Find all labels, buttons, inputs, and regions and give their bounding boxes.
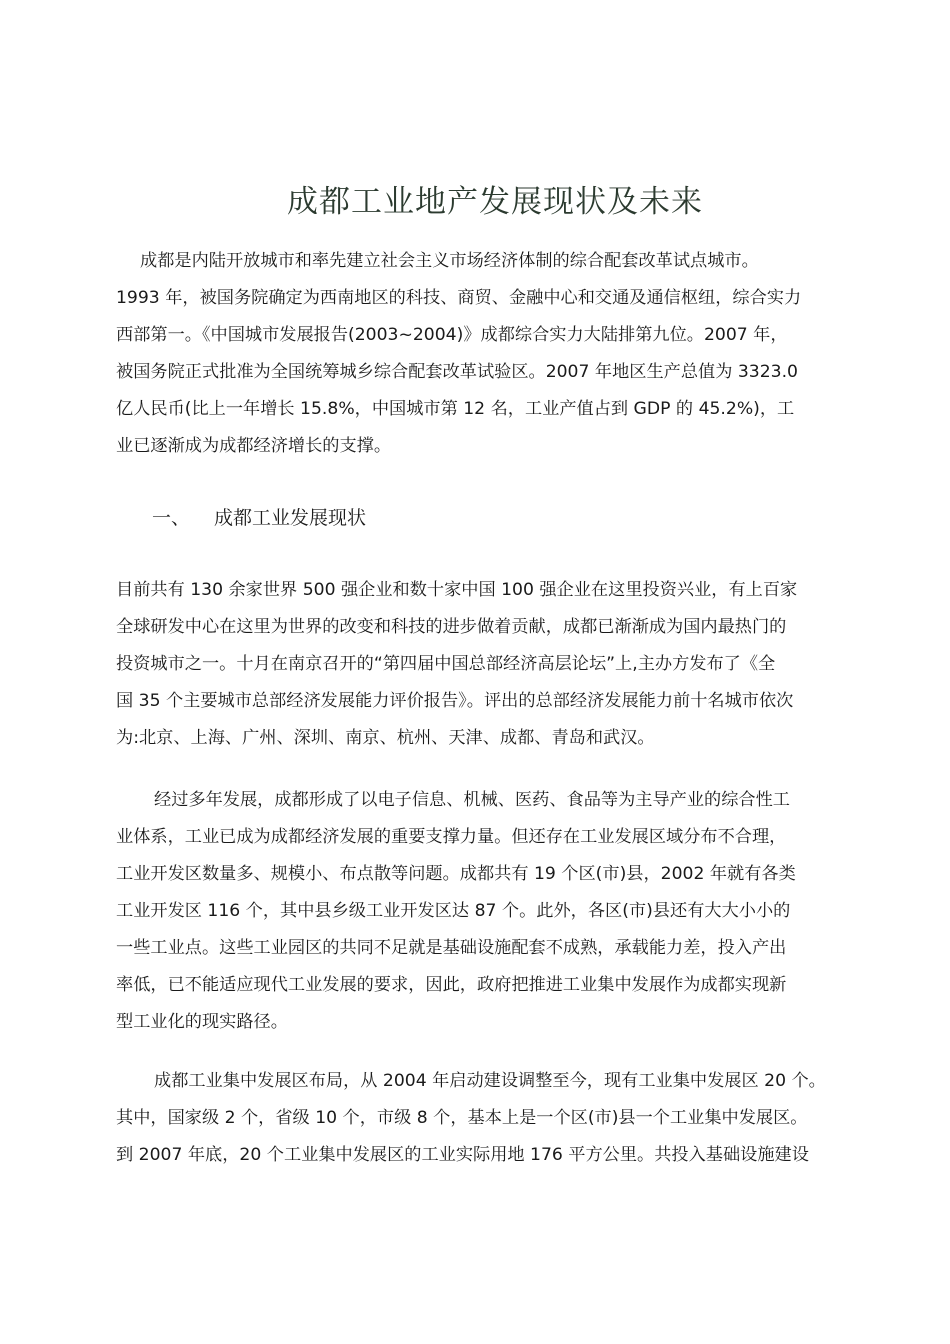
para1-line: 目前共有 130 余家世界 500 强企业和数十家中国 100 强企业在这里投资兴业，有上百家	[116, 580, 798, 600]
para1-line: 为:北京、上海、广州、深圳、南京、杭州、天津、成都、青岛和武汉。	[116, 728, 655, 748]
para3-line: 到 2007 年底，20 个工业集中发展区的工业实际用地 176 平方公里。共投入基础设施建设	[116, 1145, 809, 1165]
para2-line: 工业开发区数量多、规模小、布点散等问题。成都共有 19 个区(市)县，2002 年就有各类	[116, 864, 796, 884]
para2-line: 一些工业点。这些工业园区的共同不足就是基础设施配套不成熟，承载能力差，投入产出	[116, 938, 787, 958]
para2-line: 业体系，工业已成为成都经济发展的重要支撑力量。但还存在工业发展区域分布不合理，	[116, 827, 787, 847]
intro-line: 亿人民币(比上一年增长 15.8%，中国城市第 12 名，工业产值占到 GDP 的 45.2%)，工	[116, 399, 795, 419]
intro-line: 西部第一。《中国城市发展报告(2003~2004)》成都综合实力大陆排第九位。2007 年，	[116, 325, 788, 345]
intro-line: 被国务院正式批准为全国统筹城乡综合配套改革试验区。2007 年地区生产总值为 3323.0	[116, 362, 798, 382]
para1-line: 国 35 个主要城市总部经济发展能力评价报告》。评出的总部经济发展能力前十名城市依次	[116, 691, 794, 711]
section-number: 一、	[152, 507, 191, 529]
para1-line: 全球研发中心在这里为世界的改变和科技的进步做着贡献，成都已渐渐成为国内最热门的	[116, 617, 787, 637]
para2-line: 型工业化的现实路径。	[116, 1012, 288, 1032]
para3-line: 其中，国家级 2 个，省级 10 个，市级 8 个，基本上是一个区(市)县一个工业集中发展区。	[116, 1108, 808, 1128]
para3-line: 成都工业集中发展区布局，从 2004 年启动建设调整至今，现有工业集中发展区 20 个。	[154, 1071, 826, 1091]
para2-line: 工业开发区 116 个，其中县乡级工业开发区达 87 个。此外，各区(市)县还有大大小小的	[116, 901, 791, 921]
section-heading	[152, 505, 366, 531]
para1-line: 投资城市之一。十月在南京召开的“第四届中国总部经济高层论坛”上,主办方发布了《全	[116, 654, 776, 674]
intro-line: 成都是内陆开放城市和率先建立社会主义市场经济体制的综合配套改革试点城市。	[140, 251, 759, 271]
para2-line: 率低，已不能适应现代工业发展的要求，因此，政府把推进工业集中发展作为成都实现新	[116, 975, 787, 995]
section-title: 成都工业发展现状	[214, 507, 367, 529]
document-title: 成都工业地产发展现状及未来	[287, 184, 703, 220]
intro-line: 1993 年，被国务院确定为西南地区的科技、商贸、金融中心和交通及通信枢纽，综合实力	[116, 288, 802, 308]
intro-line: 业已逐渐成为成都经济增长的支撑。	[116, 436, 392, 456]
para2-line: 经过多年发展，成都形成了以电子信息、机械、医药、食品等为主导产业的综合性工	[154, 790, 790, 810]
